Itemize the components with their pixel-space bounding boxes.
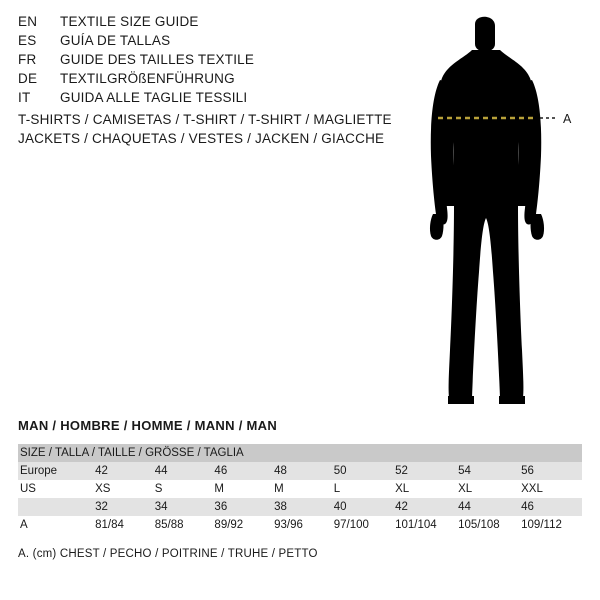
table-cell: 38 (272, 498, 332, 516)
category-tshirts: T-SHIRTS / CAMISETAS / T-SHIRT / T-SHIRT / MAGLIETTE (18, 112, 392, 127)
table-cell: 85/88 (153, 516, 213, 534)
table-cell: S (153, 480, 213, 498)
language-list (18, 14, 378, 109)
table-header-label: SIZE / TALLA / TAILLE / GRÖSSE / TAGLIA (18, 444, 582, 462)
silhouette-icon (400, 10, 600, 410)
table-cell: M (272, 480, 332, 498)
language-code: DE (18, 71, 38, 86)
row-label: A (18, 516, 93, 534)
male-silhouette-figure (400, 10, 600, 410)
language-text: GUÍA DE TALLAS (60, 33, 171, 48)
table-cell: 101/104 (393, 516, 456, 534)
language-text: TEXTILGRÖßENFÜHRUNG (60, 71, 235, 86)
table-cell: XL (393, 480, 456, 498)
language-code: ES (18, 33, 37, 48)
table-cell: 50 (332, 462, 393, 480)
table-cell: L (332, 480, 393, 498)
language-code: EN (18, 14, 38, 29)
table-cell: 89/92 (212, 516, 272, 534)
language-text: GUIDE DES TAILLES TEXTILE (60, 52, 255, 67)
language-code: FR (18, 52, 37, 67)
language-row (18, 90, 378, 109)
table-row (18, 516, 582, 534)
table-cell: 36 (212, 498, 272, 516)
table-cell: 54 (456, 462, 519, 480)
row-label: US (18, 480, 93, 498)
measure-marker-label: A (563, 112, 572, 126)
table-cell: 97/100 (332, 516, 393, 534)
row-label: Europe (18, 462, 93, 480)
table-cell: 81/84 (93, 516, 153, 534)
table-cell: 44 (153, 462, 213, 480)
table-title: MAN / HOMBRE / HOMME / MANN / MAN (18, 418, 278, 433)
language-row (18, 33, 378, 52)
table-cell: 42 (93, 462, 153, 480)
size-table (18, 444, 582, 534)
table-cell: 46 (212, 462, 272, 480)
table-cell: 46 (519, 498, 582, 516)
table-cell: 105/108 (456, 516, 519, 534)
category-list (18, 110, 392, 148)
table-cell: XXL (519, 480, 582, 498)
table-cell: 42 (393, 498, 456, 516)
row-label (18, 498, 93, 516)
language-row (18, 14, 378, 33)
table-cell: 44 (456, 498, 519, 516)
table-cell: M (212, 480, 272, 498)
language-row (18, 71, 378, 90)
language-code: IT (18, 90, 31, 105)
language-text: GUIDA ALLE TAGLIE TESSILI (60, 90, 248, 105)
footnote: A. (cm) CHEST / PECHO / POITRINE / TRUHE / PETTO (18, 548, 318, 560)
table-cell: 32 (93, 498, 153, 516)
table-row (18, 498, 582, 516)
table-cell: 40 (332, 498, 393, 516)
table-header-row (18, 444, 582, 462)
table-cell: 48 (272, 462, 332, 480)
table-cell: 52 (393, 462, 456, 480)
table-row (18, 480, 582, 498)
language-row (18, 52, 378, 71)
table-cell: 34 (153, 498, 213, 516)
language-text: TEXTILE SIZE GUIDE (60, 14, 199, 29)
table-cell: XS (93, 480, 153, 498)
table-row (18, 462, 582, 480)
category-jackets: JACKETS / CHAQUETAS / VESTES / JACKEN / GIACCHE (18, 131, 385, 146)
table-cell: XL (456, 480, 519, 498)
table-cell: 56 (519, 462, 582, 480)
table-cell: 93/96 (272, 516, 332, 534)
table-cell: 109/112 (519, 516, 582, 534)
